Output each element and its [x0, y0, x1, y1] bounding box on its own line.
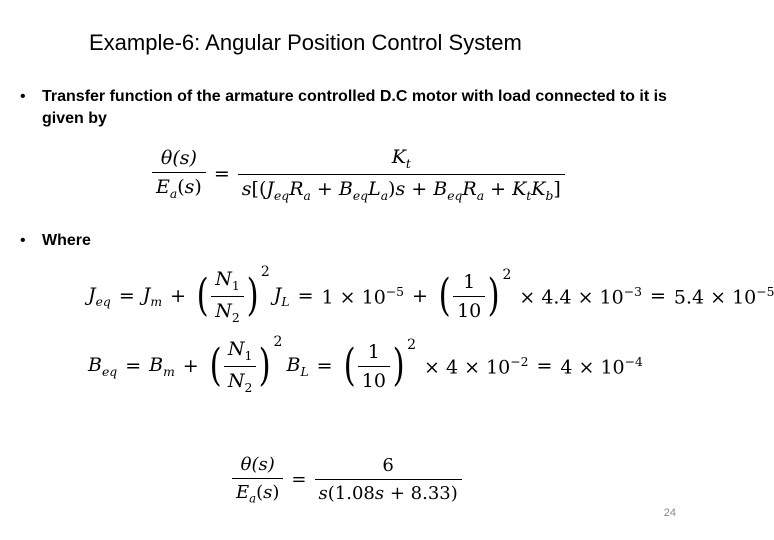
bullet-text: Transfer function of the armature controlled D.C motor with load connected to it is given by [42, 88, 667, 127]
equation-jeq: $J_{eq}$ = $J_m$ + ( $\frac{N_1}{N_2}$ ) 2 $J_L$ = $1 \times 10^{-5}$ + ( $\frac{1}{10}$ ) 2 × $4.4 \times 10^{-3}$ = $5.4 \times 10^{-5}$ [88, 264, 774, 325]
equation-beq: $B_{eq}$ = $B_m$ + ( $\frac{N_1}{N_2}$ ) 2 $B_L$ = ( $\frac{1}{10}$ ) 2 × $4 \times 10^{-2}$ = $4 \times 10^{-4}$ [88, 334, 643, 395]
slide-title: Example-6: Angular Position Control System [89, 30, 522, 55]
equation-transfer-function: $\frac{\theta(s)}{E_a(s)}$ = $\frac{K_t}{s[(J_{eq}R_a + B_{eq}L_a)s + B_{eq}R_a + K_tK_b]}$ [152, 146, 565, 203]
equation-numeric-transfer-function: $\frac{\theta(s)}{E_a(s)}$ = $\frac{6}{s(1.08s + 8.33)}$ [232, 454, 462, 506]
bullet-where [20, 230, 712, 252]
rhs-fraction: $\frac{K_t}{s[(J_{eq}R_a + B_{eq}L_a)s + B_{eq}R_a + K_tK_b]}$ [238, 146, 565, 203]
bullet-transfer-function [20, 86, 712, 130]
lhs-fraction: $\frac{\theta(s)}{E_a(s)}$ [152, 147, 206, 201]
bullet-text: Where [42, 232, 91, 249]
bullet-dot: • [20, 88, 26, 105]
page-number: 24 [663, 507, 676, 519]
bullet-dot: • [20, 232, 26, 249]
